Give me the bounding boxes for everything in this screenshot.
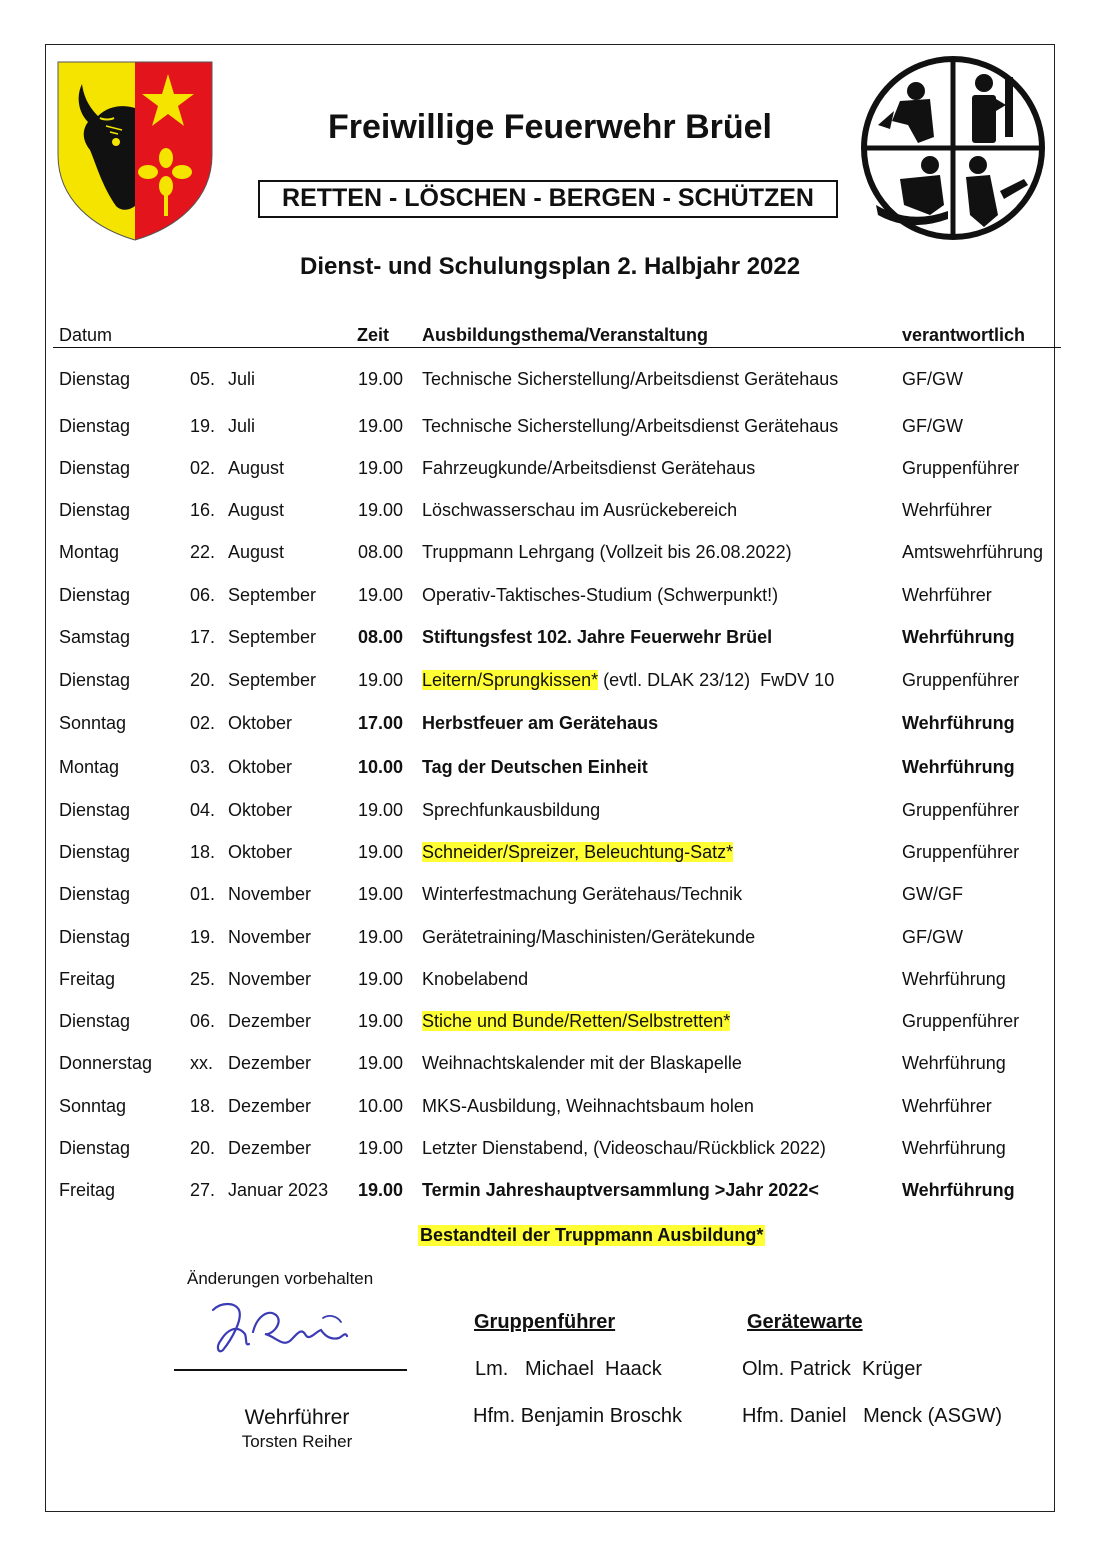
row-topic-cell [422, 1053, 742, 1074]
row-responsible: Amtswehrführung [902, 542, 1044, 562]
row-topic-cell [422, 969, 528, 990]
handwritten-signature-icon [205, 1296, 355, 1358]
row-time: 19.00 [358, 585, 404, 605]
column-header-responsible: verantwortlich [902, 325, 1026, 345]
row-time: 19.00 [358, 670, 404, 690]
row-month: September [228, 670, 317, 690]
table-row [0, 757, 1100, 787]
row-time: 17.00 [358, 713, 404, 733]
row-day: Freitag [59, 1180, 116, 1200]
table-row [0, 1180, 1100, 1210]
table-row [0, 416, 1100, 446]
changes-note: Änderungen vorbehalten [187, 1269, 374, 1288]
row-day: Dienstag [59, 369, 131, 389]
table-row [0, 542, 1100, 572]
row-responsible: Wehrführung [902, 1053, 1006, 1073]
table-row [0, 842, 1100, 872]
row-date-number: 20. [190, 1138, 216, 1158]
row-time: 19.00 [358, 458, 404, 478]
table-row [0, 927, 1100, 957]
row-topic-cell [422, 369, 838, 390]
row-topic: Technische Sicherstellung/Arbeitsdienst Gerätehaus [422, 416, 839, 436]
row-time: 08.00 [358, 542, 404, 562]
table-row [0, 1011, 1100, 1041]
row-date-number: 06. [190, 585, 216, 605]
row-day: Donnerstag [59, 1053, 153, 1073]
row-topic: Stiftungsfest 102. Jahre Feuerwehr Brüel [422, 627, 773, 647]
row-time: 19.00 [358, 800, 404, 820]
row-month: Januar 2023 [228, 1180, 329, 1200]
table-row [0, 1138, 1100, 1168]
group-leader-name: Hfm. Benjamin Broschk [473, 1405, 682, 1427]
row-topic: Gerätetraining/Maschinisten/Gerätekunde [422, 927, 756, 947]
row-topic: Termin Jahreshauptversammlung >Jahr 2022< [422, 1180, 819, 1200]
row-time: 10.00 [358, 1096, 404, 1116]
row-month: Oktober [228, 757, 293, 777]
row-time: 19.00 [358, 927, 404, 947]
row-topic-cell [422, 1011, 730, 1032]
row-date-number: 03. [190, 757, 216, 777]
row-responsible: GF/GW [902, 369, 963, 389]
firefighter-emblem-icon [860, 55, 1046, 241]
row-time: 19.00 [358, 416, 404, 436]
row-month: Dezember [228, 1096, 312, 1116]
row-responsible: Wehrführung [902, 757, 1015, 777]
row-month: Oktober [228, 800, 293, 820]
column-header-date: Datum [59, 325, 113, 345]
row-topic: Weihnachtskalender mit der Blaskapelle [422, 1053, 742, 1073]
row-topic-cell [422, 500, 737, 521]
row-day: Montag [59, 757, 120, 777]
row-day: Dienstag [59, 927, 131, 947]
coat-of-arms-icon [56, 60, 214, 242]
row-responsible: Gruppenführer [902, 1011, 1020, 1031]
slogan-banner: RETTEN - LÖSCHEN - BERGEN - SCHÜTZEN [258, 180, 838, 218]
row-topic: Technische Sicherstellung/Arbeitsdienst Gerätehaus [422, 369, 839, 389]
row-topic-cell [422, 458, 755, 479]
table-row [0, 1096, 1100, 1126]
row-time: 19.00 [358, 369, 404, 389]
row-topic-cell [422, 416, 838, 437]
row-topic-cell [422, 670, 834, 691]
row-month: Dezember [228, 1138, 312, 1158]
row-date-number: 19. [190, 927, 216, 947]
row-responsible: Wehrführer [902, 500, 992, 520]
row-topic: Tag der Deutschen Einheit [422, 757, 648, 777]
row-topic: Letzter Dienstabend, (Videoschau/Rückblick 2022) [422, 1138, 826, 1158]
row-topic-cell [422, 884, 742, 905]
row-topic-cell [422, 1180, 819, 1201]
row-month: Juli [228, 416, 256, 436]
row-topic: Truppmann Lehrgang (Vollzeit bis 26.08.2022) [422, 542, 792, 562]
row-month: September [228, 627, 317, 647]
row-date-number: 16. [190, 500, 216, 520]
row-topic: Leitern/Sprungkissen* [422, 670, 599, 690]
row-month: Oktober [228, 842, 293, 862]
row-topic: Fahrzeugkunde/Arbeitsdienst Gerätehaus [422, 458, 756, 478]
row-month: August [228, 500, 285, 520]
row-topic-cell [422, 585, 778, 606]
row-month: November [228, 927, 312, 947]
row-topic-cell [422, 627, 772, 648]
row-time: 19.00 [358, 842, 404, 862]
row-month: Oktober [228, 713, 293, 733]
row-time: 19.00 [358, 1180, 404, 1200]
row-time: 19.00 [358, 969, 404, 989]
chief-title: Wehrführer [244, 1406, 350, 1429]
row-month: Dezember [228, 1011, 312, 1031]
table-row [0, 800, 1100, 830]
row-topic: Knobelabend [422, 969, 529, 989]
row-day: Dienstag [59, 500, 131, 520]
row-date-number: 02. [190, 458, 216, 478]
row-time: 19.00 [358, 884, 404, 904]
row-topic: Stiche und Bunde/Retten/Selbstretten* [422, 1011, 731, 1031]
plan-subtitle: Dienst- und Schulungsplan 2. Halbjahr 2022 [300, 253, 801, 280]
row-responsible: GW/GF [902, 884, 963, 904]
row-day: Dienstag [59, 800, 131, 820]
row-day: Montag [59, 542, 120, 562]
row-responsible: Wehrführung [902, 713, 1015, 733]
group-leader-name: Lm. Michael Haack [475, 1358, 662, 1380]
table-row [0, 627, 1100, 657]
row-topic-cell [422, 800, 600, 821]
row-topic: Winterfestmachung Gerätehaus/Technik [422, 884, 743, 904]
row-time: 19.00 [358, 1011, 404, 1031]
row-responsible: Gruppenführer [902, 458, 1020, 478]
row-month: August [228, 458, 285, 478]
row-responsible: Wehrführer [902, 1096, 992, 1116]
header-divider [53, 347, 1061, 348]
row-day: Dienstag [59, 884, 131, 904]
row-day: Dienstag [59, 1011, 131, 1031]
row-month: August [228, 542, 285, 562]
table-row [0, 670, 1100, 700]
row-topic-cell [422, 757, 648, 778]
row-topic: Löschwasserschau im Ausrückebereich [422, 500, 738, 520]
row-day: Dienstag [59, 670, 131, 690]
chief-name: Torsten Reiher [241, 1432, 353, 1451]
page-title: Freiwillige Feuerwehr Brüel [327, 108, 772, 146]
row-time: 19.00 [358, 1138, 404, 1158]
row-date-number: 06. [190, 1011, 216, 1031]
row-responsible: Gruppenführer [902, 800, 1020, 820]
table-row [0, 713, 1100, 743]
row-topic-cell [422, 842, 733, 863]
row-day: Dienstag [59, 416, 131, 436]
row-date-number: 22. [190, 542, 216, 562]
row-topic-cell [422, 713, 658, 734]
row-topic-note: (evtl. DLAK 23/12) FwDV 10 [598, 670, 835, 690]
group-leaders-heading: Gruppenführer [474, 1311, 616, 1333]
row-responsible: Wehrführung [902, 1180, 1015, 1200]
table-row [0, 458, 1100, 488]
row-topic: Sprechfunkausbildung [422, 800, 601, 820]
column-header-topic: Ausbildungsthema/Veranstaltung [422, 325, 709, 345]
row-responsible: Gruppenführer [902, 842, 1020, 862]
equipment-wardens-heading: Gerätewarte [747, 1311, 863, 1333]
table-row [0, 969, 1100, 999]
row-topic: MKS-Ausbildung, Weihnachtsbaum holen [422, 1096, 754, 1116]
row-day: Dienstag [59, 1138, 131, 1158]
row-day: Freitag [59, 969, 116, 989]
row-topic: Operativ-Taktisches-Studium (Schwerpunkt!) [422, 585, 779, 605]
row-month: Dezember [228, 1053, 312, 1073]
equipment-warden-name: Olm. Patrick Krüger [742, 1358, 923, 1380]
signature-line [174, 1369, 407, 1371]
row-responsible: Gruppenführer [902, 670, 1020, 690]
table-row [0, 585, 1100, 615]
row-topic-cell [422, 542, 792, 563]
row-day: Samstag [59, 627, 131, 647]
training-legend: Bestandteil der Truppmann Ausbildung* [420, 1225, 764, 1245]
row-month: November [228, 884, 312, 904]
row-date-number: 01. [190, 884, 216, 904]
row-responsible: Wehrführung [902, 1138, 1006, 1158]
row-date-number: 02. [190, 713, 216, 733]
row-topic-cell [422, 1138, 826, 1159]
row-topic-cell [422, 1096, 754, 1117]
row-date-number: 05. [190, 369, 216, 389]
row-time: 19.00 [358, 500, 404, 520]
row-time: 19.00 [358, 1053, 404, 1073]
row-day: Dienstag [59, 842, 131, 862]
row-month: Juli [228, 369, 256, 389]
row-date-number: xx. [190, 1053, 214, 1073]
row-day: Sonntag [59, 713, 127, 733]
row-topic: Schneider/Spreizer, Beleuchtung-Satz* [422, 842, 734, 862]
row-responsible: GF/GW [902, 416, 963, 436]
row-responsible: Wehrführer [902, 585, 992, 605]
row-date-number: 18. [190, 842, 216, 862]
row-date-number: 27. [190, 1180, 216, 1200]
table-row [0, 884, 1100, 914]
row-date-number: 17. [190, 627, 216, 647]
row-responsible: GF/GW [902, 927, 963, 947]
table-row [0, 1053, 1100, 1083]
row-date-number: 25. [190, 969, 216, 989]
row-day: Dienstag [59, 585, 131, 605]
row-topic-cell [422, 927, 755, 948]
row-date-number: 19. [190, 416, 216, 436]
row-day: Dienstag [59, 458, 131, 478]
row-time: 10.00 [358, 757, 404, 777]
table-row [0, 500, 1100, 530]
row-responsible: Wehrführung [902, 627, 1015, 647]
table-row [0, 369, 1100, 399]
row-month: September [228, 585, 317, 605]
column-header-time: Zeit [357, 325, 390, 345]
row-date-number: 20. [190, 670, 216, 690]
row-month: November [228, 969, 312, 989]
row-date-number: 04. [190, 800, 216, 820]
row-date-number: 18. [190, 1096, 216, 1116]
row-responsible: Wehrführung [902, 969, 1006, 989]
row-time: 08.00 [358, 627, 404, 647]
row-topic: Herbstfeuer am Gerätehaus [422, 713, 659, 733]
row-day: Sonntag [59, 1096, 127, 1116]
equipment-warden-name: Hfm. Daniel Menck (ASGW) [742, 1405, 1003, 1427]
